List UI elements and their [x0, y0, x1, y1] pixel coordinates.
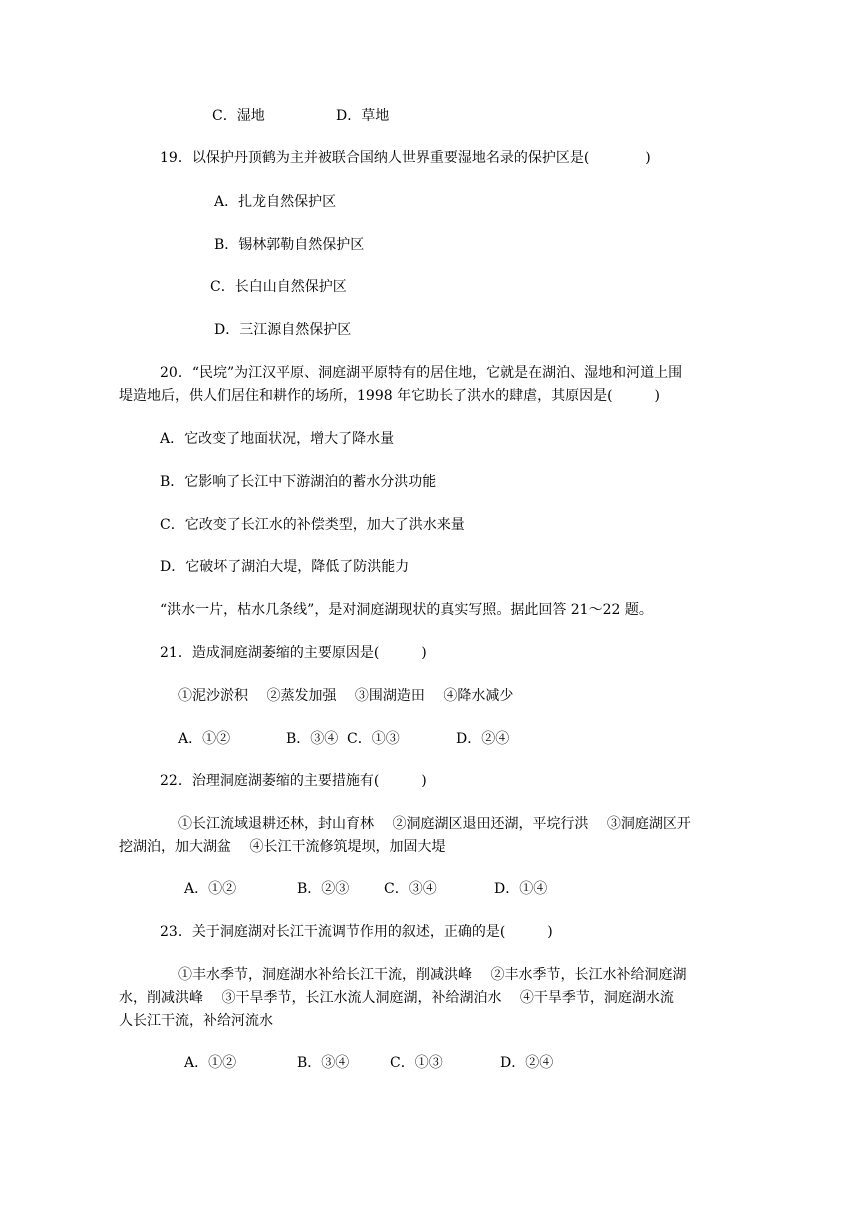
- q22-items-line2: 挖湖泊，加大湖盆 ④长江干流修筑堤坝，加固大堤: [119, 839, 446, 855]
- q19-option-d: D．三江源自然保护区: [214, 322, 352, 338]
- passage-intro: “洪水一片，枯水几条线”，是对洞庭湖现状的真实写照。据此回答 21～22 题。: [160, 602, 653, 618]
- q20-option-d: D．它破坏了湖泊大堤，降低了防洪能力: [160, 559, 410, 575]
- q22-option-b: B．②③: [297, 881, 350, 897]
- q23-option-c: C．①③: [390, 1055, 443, 1071]
- q21-option-d: D．②④: [456, 731, 510, 747]
- q18-option-c: C．湿地: [212, 108, 265, 124]
- q23-option-d: D．②④: [500, 1055, 554, 1071]
- q20-stem-line1: 20．“民垸”为江汉平原、洞庭湖平原特有的居住地，它就是在湖泊、湿地和河道上围: [160, 365, 683, 381]
- q19-stem: 19．以保护丹顶鹤为主并被联合国纳人世界重要湿地名录的保护区是( ): [160, 150, 651, 166]
- q22-option-c: C．③④: [384, 881, 437, 897]
- q23-items-line2: 水，削减洪峰 ③干旱季节，长江水流人洞庭湖，补给湖泊水 ④干旱季节，洞庭湖水流: [119, 990, 674, 1006]
- q22-stem: 22．治理洞庭湖萎缩的主要措施有( ): [160, 773, 427, 789]
- q22-option-d: D．①④: [494, 881, 548, 897]
- q21-stem: 21．造成洞庭湖萎缩的主要原因是( ): [160, 645, 427, 661]
- q20-stem-line2: 堤造地后，供人们居住和耕作的场所，1998 年它助长了洪水的肆虐，其原因是( ): [119, 388, 661, 404]
- q22-option-a: A．①②: [184, 881, 237, 897]
- q20-option-a: A．它改变了地面状况，增大了降水量: [160, 431, 395, 447]
- q19-option-a: A．扎龙自然保护区: [214, 194, 337, 210]
- q23-stem: 23．关于洞庭湖对长江干流调节作用的叙述，正确的是( ): [160, 924, 553, 940]
- q22-items-line1: ①长江流域退耕还林，封山育林 ②洞庭湖区退田还湖，平垸行洪 ③洞庭湖区开: [178, 816, 691, 832]
- q23-items-line1: ①丰水季节，洞庭湖水补给长江干流，削减洪峰 ②丰水季节，长江水补给洞庭湖: [178, 967, 687, 983]
- q23-items-line3: 人长江干流，补给河流水: [119, 1013, 273, 1029]
- q23-option-a: A．①②: [184, 1055, 237, 1071]
- q20-option-b: B．它影响了长江中下游湖泊的蓄水分洪功能: [160, 474, 437, 490]
- q21-option-b: B．③④: [286, 731, 339, 747]
- q19-option-c: C．长白山自然保护区: [210, 279, 347, 295]
- q21-option-c: C．①③: [347, 731, 400, 747]
- q21-items: ①泥沙淤积 ②蒸发加强 ③围湖造田 ④降水减少: [178, 688, 514, 704]
- q18-option-d: D．草地: [336, 108, 390, 124]
- q23-option-b: B．③④: [297, 1055, 350, 1071]
- q19-option-b: B．锡林郭勒自然保护区: [214, 237, 365, 253]
- q21-option-a: A．①②: [178, 731, 231, 747]
- q20-option-c: C．它改变了长江水的补偿类型，加大了洪水来量: [160, 517, 465, 533]
